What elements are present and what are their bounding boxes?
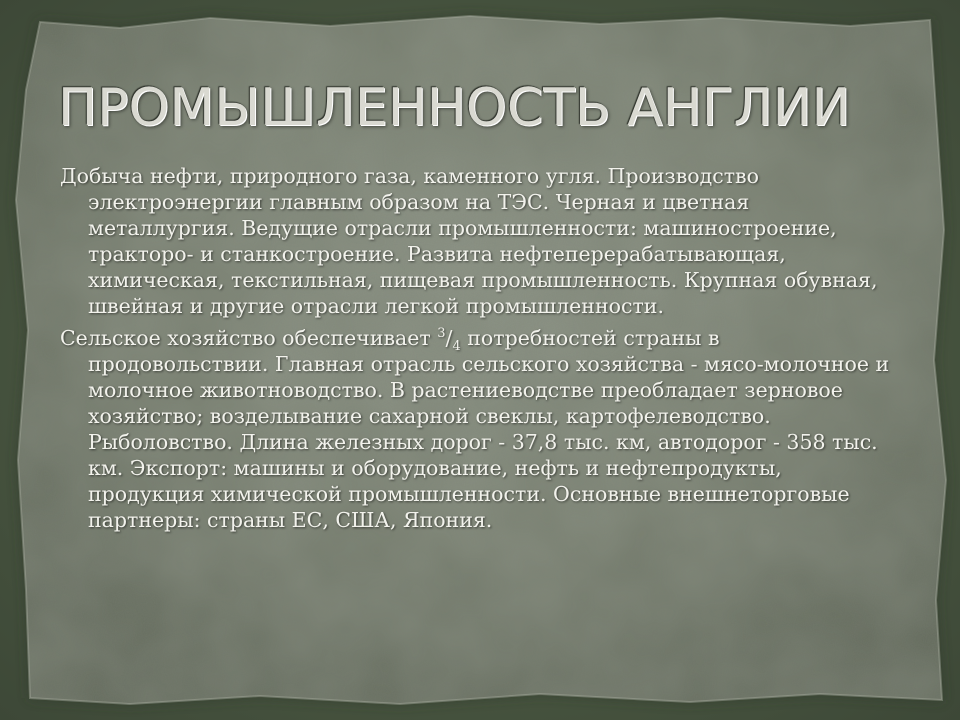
slide-body: [60, 163, 900, 539]
slide-title: ПРОМЫШЛЕННОСТЬ АНГЛИИ: [58, 78, 851, 138]
fraction-numerator: 3: [437, 326, 446, 342]
fraction-three-quarters: [437, 326, 461, 355]
paragraph-agriculture-end: потребностей страны в продовольствии. Главная отрасль сельского хозяйства - мясо-молочное и молочное животноводство. В растениеводстве преобладает зерновое хозяйство; возделывание сахарной свеклы, картофелеводство. Рыболовство. Длина железных дорог - 37,8 тыс. км, автодорог - 358 тыс. км. Экспорт: машины и оборудование, нефть и нефтепродукты, продукция химической промышленности. Основные внешнеторговые партнеры: страны ЕС, США, Япония.: [88, 326, 890, 532]
paragraph-agriculture: [60, 325, 900, 533]
fraction-slash: /: [445, 326, 453, 350]
paragraph-agriculture-start: Сельское хозяйство обеспечивает: [60, 326, 438, 350]
fraction-denominator: 4: [452, 339, 461, 355]
paragraph-industry: Добыча нефти, природного газа, каменного угля. Производство электроэнергии главным образом на ТЭС. Черная и цветная металлургия. Ведущие отрасли промышленности: машиностроение, тракторо- и станкостроение. Развита нефтеперерабатывающая, химическая, текстильная, пищевая промышленность. Крупная обувная, швейная и другие отрасли легкой промышленности.: [60, 164, 878, 318]
